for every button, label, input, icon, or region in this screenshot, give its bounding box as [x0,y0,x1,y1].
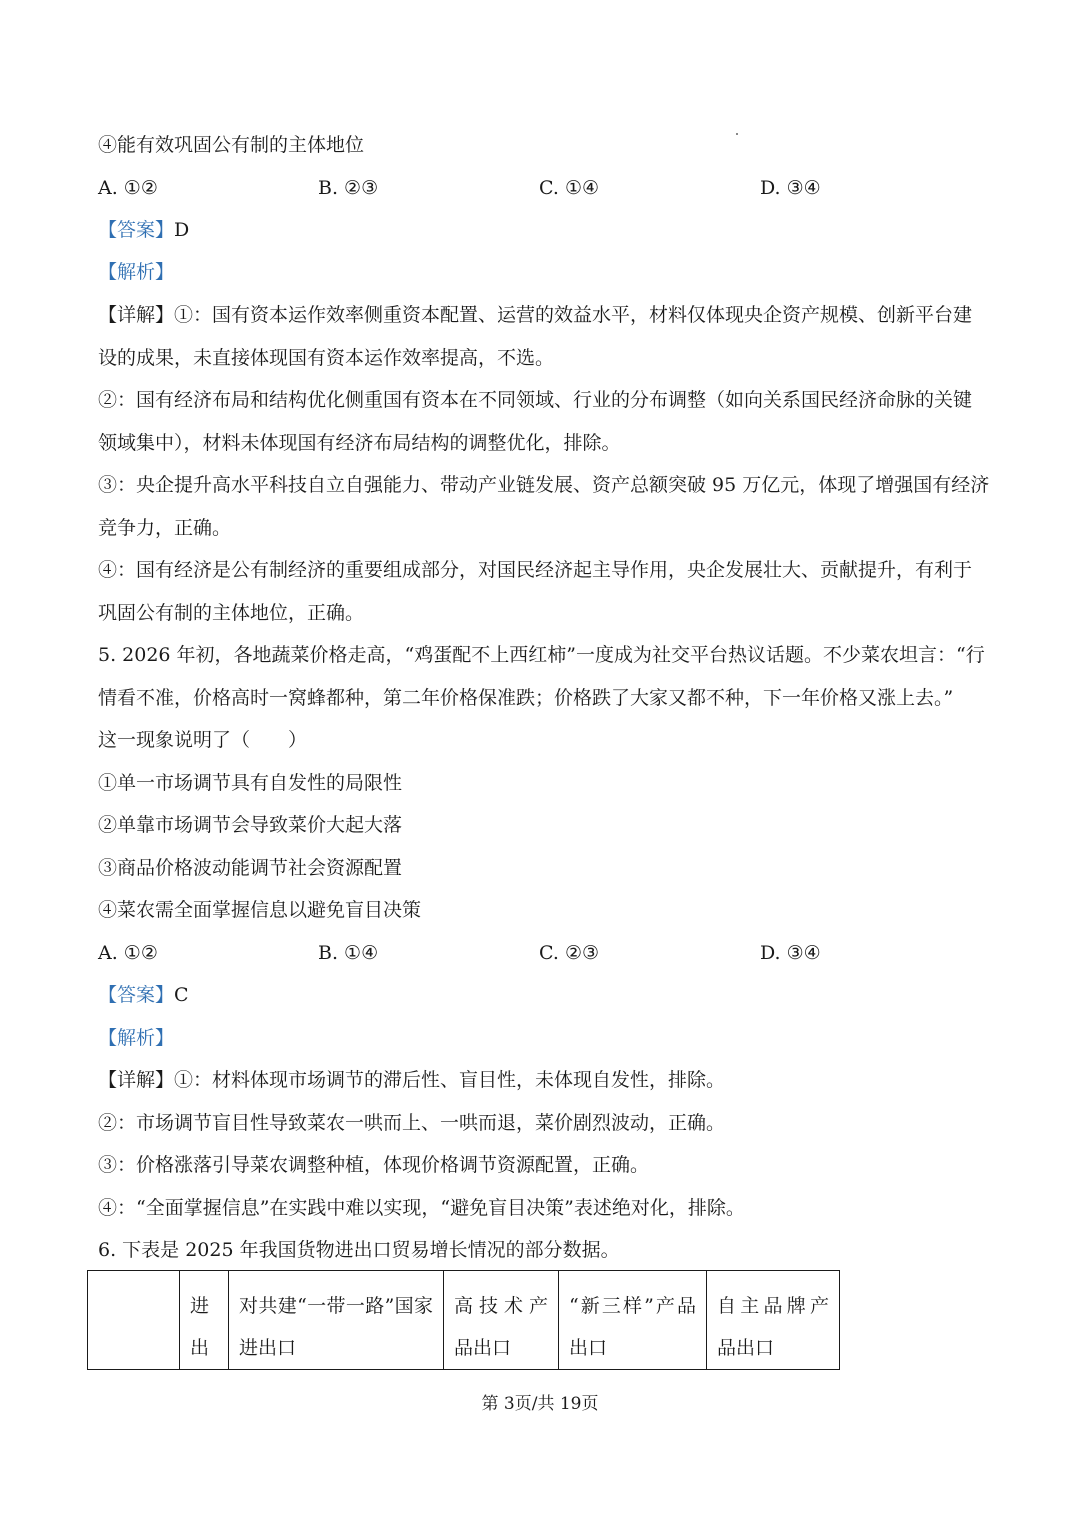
q5-stem-3: 这一现象说明了（ ） [98,729,308,751]
table-header-cell: 进出 [180,1271,229,1370]
q4-detail-3a: ③：央企提升高水平科技自立自强能力、带动产业链发展、资产总额突破 95 万亿元，体现了增强国有经济 [98,474,990,496]
q4-detail-4a: ④：国有经济是公有制经济的重要组成部分，对国民经济起主导作用，央企发展壮大、贡献提升，有利于 [98,559,973,581]
q4-answer [98,218,189,242]
detail-label: 【详解】 [98,304,175,326]
q4-detail-2a: ②：国有经济布局和结构优化侧重国有资本在不同领域、行业的分布调整（如向关系国民经济命脉的关键 [98,389,973,411]
q5-detail-4: ④：“全面掌握信息”在实践中难以实现，“避免盲目决策”表述绝对化，排除。 [98,1197,745,1219]
q5-option-3: ③商品价格波动能调节社会资源配置 [98,857,403,879]
table-header-cell: 对共建“一带一路”国家进出口 [229,1271,444,1370]
analysis-label: 【解析】 [98,1027,175,1049]
q4-option-4: ④能有效巩固公有制的主体地位 [98,134,365,156]
answer-label: 【答案】 [98,984,175,1006]
q5-option-4: ④菜农需全面掌握信息以避免盲目决策 [98,899,422,921]
scan-speck [736,133,738,135]
table-header-cell: 高技术产品出口 [444,1271,559,1370]
q5-detail-1 [98,1068,725,1092]
q5-choice-b: B. ①④ [318,942,379,964]
q5-detail-3: ③：价格涨落引导菜农调整种植，体现价格调节资源配置，正确。 [98,1154,650,1176]
q4-choice-a: A. ①② [98,177,158,199]
q4-choice-c: C. ①④ [539,177,600,199]
table-header-cell: 自主品牌产品出口 [707,1271,840,1370]
q5-choice-a: A. ①② [98,942,158,964]
detail-text: ①：材料体现市场调节的滞后性、盲目性，未体现自发性，排除。 [174,1069,726,1091]
q6-stem: 6. 下表是 2025 年我国货物进出口贸易增长情况的部分数据。 [98,1239,620,1261]
q5-choice-d: D. ③④ [760,942,821,964]
q5-answer [98,983,189,1007]
q5-stem-2: 情看不准，价格高时一窝蜂都种，第二年价格保准跌；价格跌了大家又都不种，下一年价格又涨上去。” [98,687,954,709]
detail-label: 【详解】 [98,1069,175,1091]
detail-text: ①：国有资本运作效率侧重资本配置、运营的效益水平，材料仅体现央企资产规模、创新平台建 [174,304,973,326]
analysis-label: 【解析】 [98,261,175,283]
q5-stem-1: 5. 2026 年初，各地蔬菜价格走高，“鸡蛋配不上西红柿”一度成为社交平台热议话题。不少菜农坦言：“行 [98,644,985,666]
trade-table [87,1270,840,1370]
q5-analysis-label [98,1026,174,1050]
table-header-cell: “新三样”产品出口 [559,1271,707,1370]
q5-option-1: ①单一市场调节具有自发性的局限性 [98,772,403,794]
q5-detail-2: ②：市场调节盲目性导致菜农一哄而上、一哄而退，菜价剧烈波动，正确。 [98,1112,726,1134]
q5-choice-c: C. ②③ [539,942,600,964]
answer-value: C [174,984,189,1006]
q4-choice-b: B. ②③ [318,177,379,199]
q4-detail-1b: 设的成果，未直接体现国有资本运作效率提高，不选。 [98,347,555,369]
answer-label: 【答案】 [98,219,175,241]
q4-detail-2b: 领域集中），材料未体现国有经济布局结构的调整优化，排除。 [98,432,621,454]
table-row [88,1271,840,1370]
answer-value: D [174,219,190,241]
page-footer: 第 3页/共 19页 [481,1394,599,1414]
q4-detail-1a [98,303,972,327]
q4-detail-3b: 竞争力，正确。 [98,517,232,539]
q4-analysis-label [98,260,174,284]
table-header-cell [88,1271,180,1370]
q5-option-2: ②单靠市场调节会导致菜价大起大落 [98,814,403,836]
q4-detail-4b: 巩固公有制的主体地位，正确。 [98,602,365,624]
q4-choice-d: D. ③④ [760,177,821,199]
